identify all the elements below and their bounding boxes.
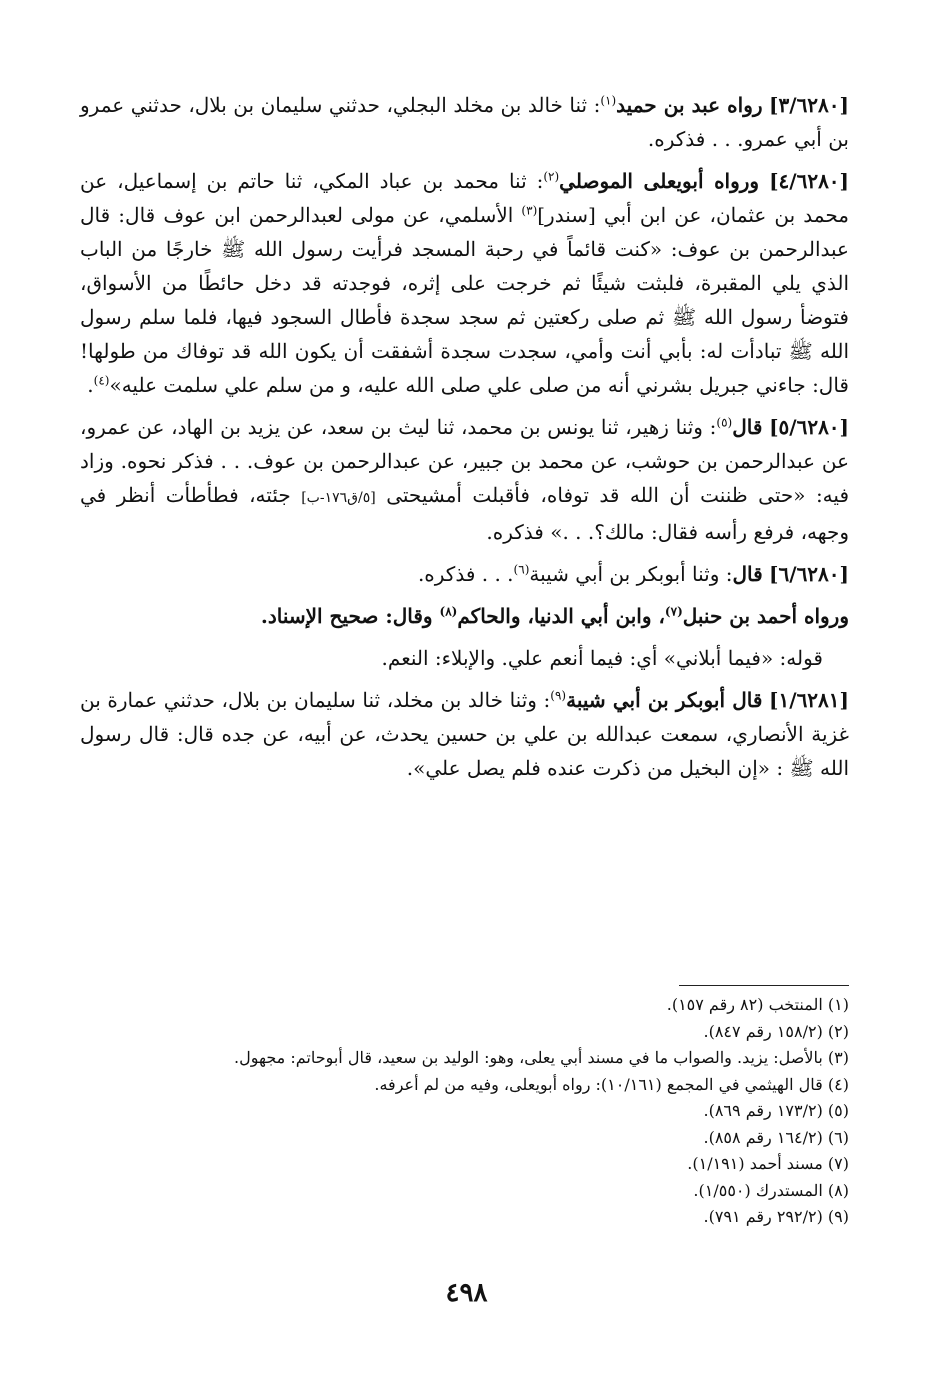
hadith-ref: [١/٦٢٨١] xyxy=(769,688,849,712)
main-text xyxy=(80,88,849,793)
hadith-ref: [٦/٦٢٨٠] xyxy=(769,562,849,586)
hadith-text: الأسلمي، عن مولى لعبدالرحمن ابن عوف قال: قال عبدالرحمن بن عوف: «كنت قائماً في رحبة المسجد فرأيت رسول الله ﷺ خارجًا من الباب الذي يلي المقبرة، فلبثت شيئًا ثم خرجت على إثره، فوجدته قد دخل حائطًا من الأسواق، فتوضأ رسول الله ﷺ ثم صلى ركعتين ثم سجد سجدة فأطال السجود فيها، فلما سلم رسول الله ﷺ تبادأت له: بأبي أنت وأمي، سجدت سجدة أشفقت أن يكون الله قد توفاك من طولها! قال: جاءني جبريل بشرني أنه من صلى علي صلى الله عليه، و من سلم علي سلمت عليه» xyxy=(80,203,849,397)
hadith-source: رواه عبد بن حميد xyxy=(616,93,763,117)
footnote: (٨) المستدرك (١/٥٥٠). xyxy=(693,1180,849,1200)
hadith-source: ورواه أبويعلى الموصلي xyxy=(559,169,760,193)
footnote-marker: (٩) xyxy=(550,688,567,703)
takhrij-mid: ، وابن أبي الدنيا، والحاكم xyxy=(457,604,665,628)
manuscript-folio-note: [٥/ق١٧٦-ب] xyxy=(301,490,376,506)
hadith-text: : ثنا خالد بن مخلد البجلي، حدثني سليمان بن بلال، حدثني عمرو بن أبي عمرو. . . فذكره. xyxy=(80,93,849,151)
hadith-text: . xyxy=(87,373,94,397)
footnote: (٣) بالأصل: يزيد. والصواب ما في مسند أبي يعلى، وهو: الوليد بن سعيد، قال أبوحاتم: مجهول. xyxy=(233,1048,849,1067)
hadith-text: : ثنا محمد بن عباد المكي، ثنا حاتم بن إسماعيل، عن محمد بن عثمان، عن ابن أبي [سندر] xyxy=(80,169,849,227)
footnote-marker: (٦) xyxy=(513,562,530,577)
footnote: (٤) قال الهيثمي في المجمع (١٠/١٦١): رواه أبويعلى، وفيه من لم أعرفه. xyxy=(374,1074,849,1094)
footnote-marker: (٣) xyxy=(521,203,538,218)
hadith-paragraph-2 xyxy=(80,164,849,402)
hadith-text: : وثنا أبوبكر بن أبي شيبة xyxy=(529,562,733,586)
takhrij-paragraph xyxy=(80,599,849,633)
hadith-ref: [٤/٦٢٨٠] xyxy=(769,169,850,193)
hadith-source: قال xyxy=(732,562,763,586)
hadith-paragraph-3 xyxy=(80,410,849,549)
footnote: (٦) (١٦٤/٢ رقم ٨٥٨). xyxy=(703,1127,849,1147)
footnote-marker: (١) xyxy=(600,93,617,108)
hadith-text: : وثنا زهير، ثنا يونس بن محمد، ثنا ليث بن سعد، عن يزيد بن الهاد، عن عمرو، عن عبدالرحمن بن حوشب، عن محمد بن جبير، عن عبدالرحمن بن عوف. . . فذكر نحوه. وزاد فيه: «حتى ظننت أن الله قد توفاه، فأقبلت أمشيحتى xyxy=(80,415,849,507)
hadith-paragraph-1 xyxy=(80,88,849,156)
footnote: (٧) مسند أحمد (١/١٩١). xyxy=(687,1154,849,1173)
gloss-text: قوله: «فيما أبلاني» أي: فيما أنعم علي. والإبلاء: النعم. xyxy=(381,646,823,670)
footnote: (٢) (١٥٨/٢ رقم ٨٤٧). xyxy=(703,1021,849,1041)
hadith-text: . . . فذكره. xyxy=(417,562,514,586)
hadith-text: جئته، فطأطأت أنظر في وجهه، فرفع رأسه فقال: مالك؟. . .» فذكره. xyxy=(80,483,849,544)
gloss-paragraph xyxy=(80,641,849,675)
footnote: (٩) (٢٩٢/٢ رقم ٧٩١). xyxy=(703,1207,849,1226)
footnote-marker: (٤) xyxy=(93,373,110,388)
footnote-marker: (٨) xyxy=(439,604,458,619)
hadith-paragraph-5 xyxy=(80,683,849,785)
footnote: (١) المنتخب (٨٢ رقم ١٥٧). xyxy=(666,995,849,1014)
hadith-paragraph-4 xyxy=(80,557,849,591)
footnote: (٥) (١٧٣/٢ رقم ٨٦٩). xyxy=(703,1101,849,1120)
takhrij-tail: وقال: صحيح الإسناد. xyxy=(260,604,440,628)
footnote-marker: (٢) xyxy=(543,169,560,184)
takhrij-lead: ورواه أحمد بن حنبل xyxy=(682,604,849,628)
hadith-source: قال xyxy=(732,415,763,439)
hadith-text: : وثنا خالد بن مخلد، ثنا سليمان بن بلال، حدثني عمارة بن غزية الأنصاري، سمعت عبدالله بن علي بن حسين يحدث، عن أبيه، عن جده قال: قال رسول الله ﷺ : «إن البخيل من ذكرت عنده فلم يصل علي». xyxy=(80,688,849,780)
hadith-source: قال أبوبكر بن أبي شيبة xyxy=(566,688,763,712)
footnote-marker: (٥) xyxy=(716,415,733,430)
hadith-ref: [٥/٦٢٨٠] xyxy=(769,415,850,439)
page-number: ٤٩٨ xyxy=(445,1278,488,1308)
footnote-marker: (٧) xyxy=(664,604,683,619)
footnotes xyxy=(80,992,849,1231)
footnote-separator xyxy=(679,985,849,986)
hadith-ref: [٣/٦٢٨٠] xyxy=(769,93,849,117)
